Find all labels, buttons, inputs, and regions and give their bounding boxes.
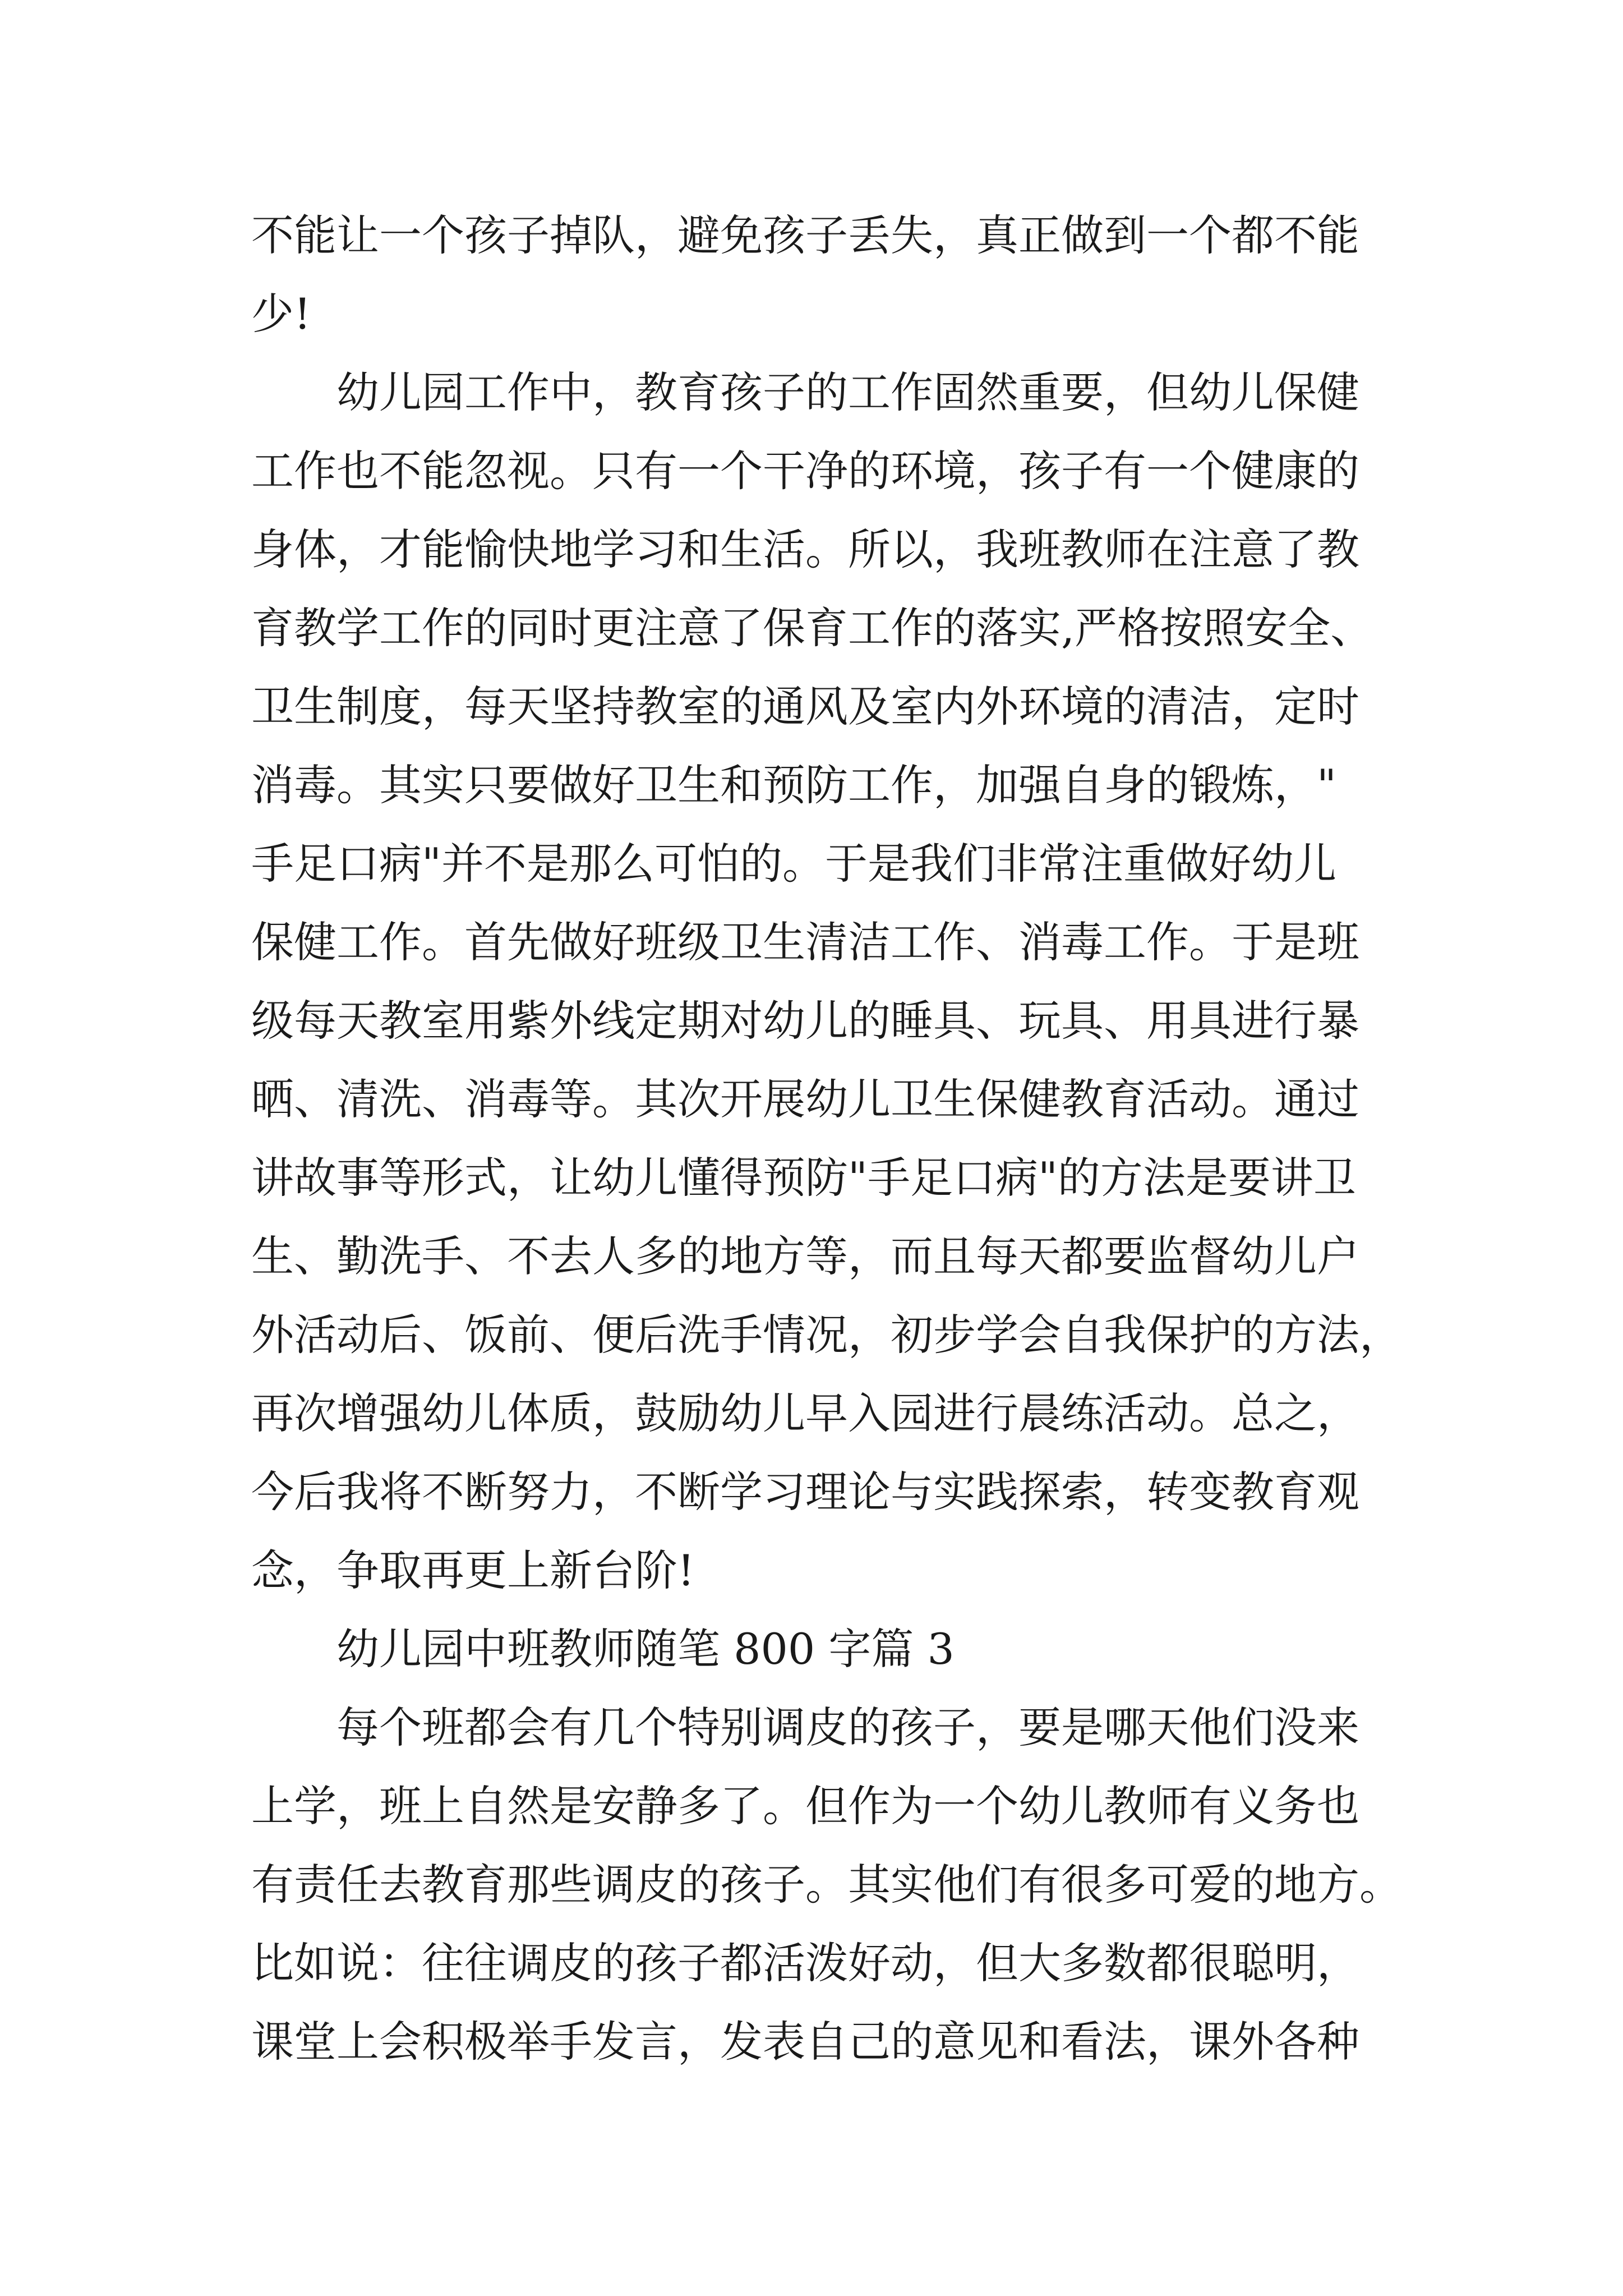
text-line: 讲故事等形式，让幼儿懂得预防"手足口病"的方法是要讲卫 — [251, 1153, 1356, 1203]
text-line: 育教学工作的同时更注意了保育工作的落实,严格按照安全、 — [251, 603, 1373, 653]
text-line: 保健工作。首先做好班级卫生清洁工作、消毒工作。于是班 — [251, 917, 1359, 967]
text-line: 卫生制度，每天坚持教室的通风及室内外环境的清洁，定时 — [251, 682, 1359, 731]
text-line: 再次增强幼儿体质，鼓励幼儿早入园进行晨练活动。总之， — [251, 1388, 1359, 1438]
text-line: 工作也不能忽视。只有一个干净的环境，孩子有一个健康的 — [251, 446, 1359, 496]
document-body — [251, 196, 1402, 2081]
text-line: 不能让一个孩子掉队，避免孩子丢失，真正做到一个都不能 — [251, 210, 1359, 260]
text-line: 晒、清洗、消毒等。其次开展幼儿卫生保健教育活动。通过 — [251, 1074, 1359, 1124]
text-line: 生、勤洗手、不去人多的地方等，而且每天都要监督幼儿户 — [251, 1231, 1359, 1281]
text-line: 消毒。其实只要做好卫生和预防工作，加强自身的锻炼，" — [251, 760, 1336, 810]
text-line: 身体，才能愉快地学习和生活。所以，我班教师在注意了教 — [251, 524, 1359, 574]
text-line: 有责任去教育那些调皮的孩子。其实他们有很多可爱的地方。 — [251, 1860, 1402, 1910]
text-line: 手足口病"并不是那么可怕的。于是我们非常注重做好幼儿 — [251, 839, 1336, 889]
paragraph-start-line: 幼儿园工作中，教育孩子的工作固然重要，但幼儿保健 — [336, 367, 1359, 417]
section-heading: 幼儿园中班教师随笔 800 字篇 3 — [336, 1624, 955, 1674]
text-line: 课堂上会积极举手发言，发表自己的意见和看法，课外各种 — [251, 2017, 1359, 2067]
text-line: 上学，班上自然是安静多了。但作为一个幼儿教师有义务也 — [251, 1781, 1359, 1831]
text-line: 今后我将不断努力，不断学习理论与实践探索，转变教育观 — [251, 1467, 1359, 1517]
text-line: 比如说：往往调皮的孩子都活泼好动，但大多数都很聪明， — [251, 1938, 1359, 1988]
text-line: 念，争取再更上新台阶! — [251, 1545, 695, 1595]
text-line: 级每天教室用紫外线定期对幼儿的睡具、玩具、用具进行暴 — [251, 996, 1359, 1046]
text-line: 外活动后、饭前、便后洗手情况，初步学会自我保护的方法， — [251, 1310, 1402, 1360]
paragraph-start-line: 每个班都会有几个特别调皮的孩子，要是哪天他们没来 — [336, 1703, 1359, 1752]
text-line: 少! — [251, 289, 311, 339]
